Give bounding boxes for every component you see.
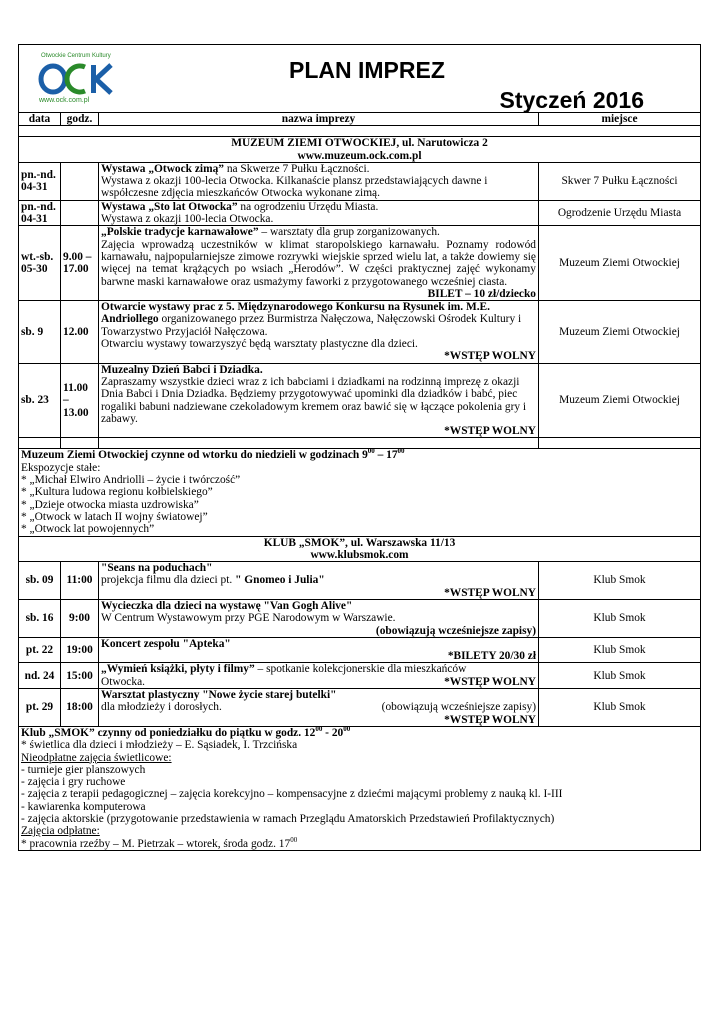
event-date: pt. 29 bbox=[19, 689, 61, 727]
table-row bbox=[19, 226, 701, 301]
event-note: *BILETY 20/30 zł bbox=[447, 650, 536, 663]
event-description bbox=[99, 162, 539, 200]
table-row bbox=[19, 301, 701, 363]
event-description bbox=[99, 637, 539, 663]
event-date: sb. 16 bbox=[19, 599, 61, 637]
list-item: - zajęcia aktorskie (przygotowanie przedstawienia w ramach Przeglądu Amatorskich Przedstawień Profilaktycznych) bbox=[21, 813, 555, 826]
ock-logo-graphic bbox=[37, 61, 117, 97]
event-title: Otwarcie wystawy prac z 5. Międzynarodowego Konkursu na Rysunek im. M.E. Andriollego bbox=[101, 301, 490, 326]
column-header-time: godz. bbox=[61, 113, 99, 126]
club-info-line: * świetlica dla dzieci i młodzieży – E. Sąsiadek, I. Trzcińska bbox=[21, 739, 298, 752]
event-description bbox=[99, 562, 539, 600]
column-header-event: nazwa imprezy bbox=[99, 113, 539, 126]
event-description bbox=[99, 663, 539, 689]
museum-info bbox=[19, 449, 701, 536]
event-desc: Zajęcia wprowadzą uczestników w klimat staropolskiego karnawału. Poznamy rodowód karnawału, najpopularniejsze zimowe rozrywki wiejskie sprzed wielu lat, a także dowiemy się więcej na temat krążących po wsiach „Herodów”. W części praktycznej zajęć wykonamy barwne maski karnawałowe oraz usmażymy faworki z przygotowanego wcześniej ciasta. bbox=[101, 238, 536, 288]
event-desc: W Centrum Wystawowym przy PGE Narodowym w Warszawie. bbox=[101, 612, 396, 625]
museum-name: MUZEUM ZIEMI OTWOCKIEJ, ul. Narutowicza 2 bbox=[231, 137, 488, 150]
list-item: * „Dzieje otwocka miasta uzdrowiska” bbox=[21, 498, 199, 511]
club-section-header bbox=[19, 536, 701, 562]
event-note: BILET – 10 zł/dziecko bbox=[427, 287, 536, 300]
event-description bbox=[99, 689, 539, 727]
event-place: Klub Smok bbox=[539, 637, 701, 663]
event-date: sb. 9 bbox=[19, 301, 61, 363]
event-title: Warsztat plastyczny "Nowe życie starej butelki" bbox=[101, 689, 337, 702]
event-desc: Wystawa z okazji 100-lecia Otwocka. bbox=[101, 213, 274, 226]
list-item: - zajęcia z terapii pedagogicznej – zajęcia korekcyjno – kompensacyjne z dziećmi mającymi problemy z nauką kl. I-III bbox=[21, 788, 563, 801]
event-desc: Zapraszamy wszystkie dzieci wraz z ich babciami i dziadkami na rodzinną imprezę z okazji Dnia Babci i Dnia Dziadka. Będziemy przygotowywać upominki dla dziadków i babć, piec rogaliki babuni nadziewane czekoladowym kremem oraz bawić się w łączące pokolenia gry i zabawy. bbox=[101, 375, 527, 425]
event-title: Muzealny Dzień Babci i Dziadka. bbox=[101, 363, 263, 376]
event-time: 12.00 bbox=[61, 301, 99, 363]
event-place: Klub Smok bbox=[539, 663, 701, 689]
event-place: Muzeum Ziemi Otwockiej bbox=[539, 363, 701, 438]
event-title: Wystawa „Sto lat Otwocka” bbox=[101, 200, 238, 213]
table-row bbox=[19, 363, 701, 438]
museum-section-header bbox=[19, 137, 701, 163]
event-desc: Otwocka. bbox=[101, 675, 145, 688]
table-header-row bbox=[19, 113, 701, 126]
event-place: Muzeum Ziemi Otwockiej bbox=[539, 226, 701, 301]
logo-small-text: Otwockie Centrum Kultury bbox=[41, 53, 111, 59]
table-row bbox=[19, 663, 701, 689]
paid-activities-label: Zajęcia odpłatne: bbox=[21, 825, 100, 838]
event-date: nd. 24 bbox=[19, 663, 61, 689]
event-title: Wystawa „Otwock zimą” bbox=[101, 162, 224, 175]
event-time: 18:00 bbox=[61, 689, 99, 727]
event-time: 11.00 – 13.00 bbox=[61, 363, 99, 438]
event-time: 9:00 bbox=[61, 599, 99, 637]
event-desc: Wystawa z okazji 100-lecia Otwocka. Kilkanaście plansz przedstawiających dawne i współczesne zdjęcia mieszkańców Otwocka wykonane zimą. bbox=[101, 175, 488, 200]
event-place: Ogrodzenie Urzędu Miasta bbox=[539, 200, 701, 226]
event-title: Koncert zespołu "Apteka" bbox=[101, 637, 231, 650]
event-place: Klub Smok bbox=[539, 599, 701, 637]
ock-logo bbox=[27, 43, 137, 111]
event-description bbox=[99, 301, 539, 363]
museum-info-row bbox=[19, 449, 701, 536]
list-item: * pracownia rzeźby – M. Pietrzak – wtorek, środa godz. $17^{00}$ bbox=[21, 835, 298, 850]
event-desc: Otwarciu wystawy towarzyszyć będą warsztaty plastyczne dla dzieci. bbox=[101, 338, 418, 351]
document-page bbox=[18, 44, 701, 851]
event-note: *WSTĘP WOLNY bbox=[444, 425, 536, 438]
event-note: *WSTĘP WOLNY bbox=[444, 586, 536, 599]
free-activities-label: Nieodpłatne zajęcia świetlicowe: bbox=[21, 751, 172, 764]
event-place: Klub Smok bbox=[539, 689, 701, 727]
list-item: * „Kultura ludowa regionu kołbielskiego” bbox=[21, 486, 213, 499]
table-row bbox=[19, 562, 701, 600]
list-item: * „Otwock lat powojennych” bbox=[21, 523, 155, 536]
event-date: pt. 22 bbox=[19, 637, 61, 663]
event-note: (obowiązują wcześniejsze zapisy) bbox=[381, 701, 536, 714]
club-url: www.klubsmok.com bbox=[310, 548, 409, 561]
event-desc: dla młodzieży i dorosłych. bbox=[101, 701, 222, 714]
list-item: - kawiarenka komputerowa bbox=[21, 800, 146, 813]
event-title: „Wymień książki, płyty i filmy” bbox=[101, 663, 255, 676]
event-place: Skwer 7 Pułku Łączności bbox=[539, 162, 701, 200]
event-description bbox=[99, 599, 539, 637]
list-item: * „Michał Elwiro Andriolli – życie i twórczość” bbox=[21, 474, 241, 487]
event-time bbox=[61, 200, 99, 226]
event-place: Muzeum Ziemi Otwockiej bbox=[539, 301, 701, 363]
event-title: „Polskie tradycje karnawałowe” bbox=[101, 226, 259, 239]
club-hours: Klub „SMOK” czynny od poniedziałku do piątku w godz. $12^{00} - 20^{00}$ bbox=[21, 725, 351, 739]
table-row bbox=[19, 689, 701, 727]
event-title-rest: na ogrodzeniu Urzędu Miasta. bbox=[237, 200, 379, 213]
list-item: - zajęcia i gry ruchowe bbox=[21, 776, 126, 789]
event-note-2: *WSTĘP WOLNY bbox=[444, 713, 536, 726]
page-subtitle: Styczeń 2016 bbox=[499, 87, 644, 113]
club-info bbox=[19, 726, 701, 850]
event-title-rest: – spotkanie kolekcjonerskie dla mieszkańców bbox=[254, 663, 467, 676]
header bbox=[18, 44, 701, 112]
page-title: PLAN IMPREZ bbox=[289, 57, 445, 83]
event-note: *WSTĘP WOLNY bbox=[444, 675, 536, 688]
event-note: *WSTĘP WOLNY bbox=[444, 350, 536, 363]
column-header-date: data bbox=[19, 113, 61, 126]
spacer-row bbox=[19, 438, 701, 449]
museum-hours: Muzeum Ziemi Otwockiej czynne od wtorku do niedzieli w godzinach $9^{00} - 17^{00}$ bbox=[21, 447, 405, 462]
event-title-rest: – warsztaty dla grup zorganizowanych. bbox=[258, 226, 440, 239]
list-item: * „Otwock w latach II wojny światowej” bbox=[21, 510, 208, 523]
event-place: Klub Smok bbox=[539, 562, 701, 600]
list-item: - turnieje gier planszowych bbox=[21, 763, 146, 776]
event-date: sb. 23 bbox=[19, 363, 61, 438]
club-name: KLUB „SMOK”, ul. Warszawska 11/13 bbox=[263, 536, 456, 549]
club-info-row bbox=[19, 726, 701, 850]
column-header-place: miejsce bbox=[539, 113, 701, 126]
table-row bbox=[19, 599, 701, 637]
event-time bbox=[61, 162, 99, 200]
exhibits-label: Ekspozycje stałe: bbox=[21, 461, 101, 474]
event-film-title: " Gnomeo i Julia" bbox=[235, 574, 325, 587]
spacer-row bbox=[19, 126, 701, 137]
event-time: 19:00 bbox=[61, 637, 99, 663]
event-description bbox=[99, 363, 539, 438]
event-time: 15:00 bbox=[61, 663, 99, 689]
table-row bbox=[19, 637, 701, 663]
event-time: 9.00 – 17.00 bbox=[61, 226, 99, 301]
event-note: (obowiązują wcześniejsze zapisy) bbox=[375, 624, 536, 637]
table-row bbox=[19, 162, 701, 200]
event-date: pn.-nd. 04-31 bbox=[19, 200, 61, 226]
event-title: "Seans na poduchach" bbox=[101, 562, 213, 575]
table-row bbox=[19, 200, 701, 226]
event-date: pn.-nd. 04-31 bbox=[19, 162, 61, 200]
event-desc: projekcja filmu dla dzieci pt. bbox=[101, 574, 236, 587]
event-time: 11:00 bbox=[61, 562, 99, 600]
event-title: Wycieczka dla dzieci na wystawę "Van Gogh Alive" bbox=[101, 599, 353, 612]
event-title-rest: na Skwerze 7 Pułku Łączności. bbox=[223, 162, 370, 175]
event-description bbox=[99, 200, 539, 226]
museum-url: www.muzeum.ock.com.pl bbox=[297, 149, 422, 162]
event-title-rest: organizowanego przez Burmistrza Nałęczowa, Nałęczowski Ośrodek Kultury i Towarzystwo Przyjaciół Nałęczowa. bbox=[101, 313, 522, 338]
events-table bbox=[18, 112, 701, 851]
event-description bbox=[99, 226, 539, 301]
event-date: sb. 09 bbox=[19, 562, 61, 600]
logo-url: www.ock.com.pl bbox=[39, 97, 90, 104]
event-date: wt.-sb. 05-30 bbox=[19, 226, 61, 301]
